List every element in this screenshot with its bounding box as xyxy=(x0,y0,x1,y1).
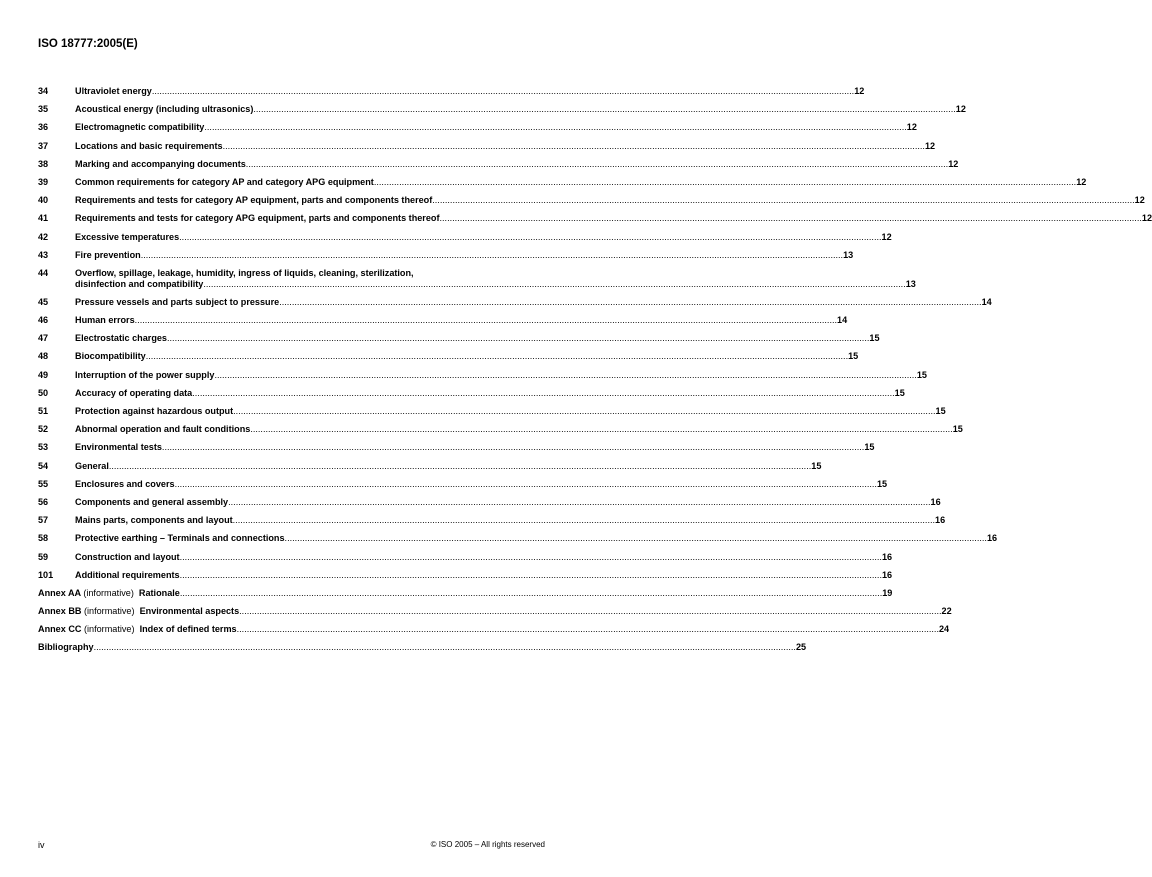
entry-title: Index of defined terms xyxy=(139,624,237,635)
toc-entry-54[interactable] xyxy=(38,460,822,479)
entry-number: 59 xyxy=(38,551,49,562)
dot-leader xyxy=(94,642,796,653)
entry-title: Environmental aspects xyxy=(139,606,240,617)
entry-page: 13 xyxy=(843,249,854,260)
entry-number: 57 xyxy=(38,515,49,526)
entry-page: 15 xyxy=(916,369,927,380)
dot-leader xyxy=(135,315,837,326)
entry-title: Enclosures and covers xyxy=(75,478,175,489)
annex-id: Annex BB xyxy=(38,606,82,617)
toc-annex-bb[interactable] xyxy=(38,606,952,624)
entry-title: Electromagnetic compatibility xyxy=(75,122,205,133)
entry-title: Human errors xyxy=(75,315,135,326)
toc-entry-36[interactable] xyxy=(38,122,917,140)
dot-leader xyxy=(233,515,935,526)
toc-entry-42[interactable] xyxy=(38,231,892,250)
entry-page: 15 xyxy=(935,406,946,416)
annex-id: Annex AA xyxy=(38,587,81,598)
entry-page: 19 xyxy=(882,587,893,598)
entry-number: 46 xyxy=(38,315,49,326)
entry-page: 15 xyxy=(894,387,905,398)
dot-leader xyxy=(432,195,1134,206)
entry-number: 45 xyxy=(38,296,49,307)
toc-entry-40[interactable] xyxy=(38,195,1145,213)
document-header: ISO 18777:2005(E) xyxy=(38,38,138,50)
dot-leader xyxy=(167,333,869,344)
entry-page: 12 xyxy=(924,140,936,151)
entry-page: 15 xyxy=(952,424,963,435)
entry-number: 48 xyxy=(38,351,49,362)
entry-number: 37 xyxy=(38,140,49,151)
entry-title: Electrostatic charges xyxy=(75,333,167,344)
entry-title: Marking and accompanying documents xyxy=(75,158,246,169)
dot-leader xyxy=(250,424,952,435)
entry-page: 24 xyxy=(939,624,950,635)
annex-label xyxy=(38,588,139,599)
dot-leader xyxy=(152,86,854,97)
entry-page: 12 xyxy=(881,231,892,242)
entry-number: 56 xyxy=(38,496,49,507)
entry-title: Locations and basic requirements xyxy=(75,140,223,151)
entry-page: 15 xyxy=(811,460,822,471)
toc-entry-47[interactable] xyxy=(38,333,880,351)
entry-number: 50 xyxy=(38,387,49,398)
entry-page: 16 xyxy=(935,515,946,526)
entry-page: 12 xyxy=(955,104,966,115)
entry-number: 43 xyxy=(38,249,49,260)
annex-type: (informative) xyxy=(83,587,134,598)
entry-number: 44 xyxy=(38,267,49,278)
dot-leader xyxy=(203,279,905,290)
entry-number: 54 xyxy=(38,460,49,471)
entry-page: 16 xyxy=(986,533,998,544)
dot-leader xyxy=(204,122,906,133)
entry-page: 16 xyxy=(930,496,941,507)
toc-entry-44[interactable] xyxy=(38,267,916,297)
toc-entry-43[interactable] xyxy=(38,249,854,268)
annex-id: Annex CC xyxy=(38,624,82,635)
entry-page: 15 xyxy=(869,333,880,344)
entry-page: 15 xyxy=(876,478,888,489)
entry-title: Rationale xyxy=(138,587,180,598)
entry-title: Biocompatibility xyxy=(75,351,146,362)
entry-page: 12 xyxy=(1141,213,1152,224)
entry-number: 51 xyxy=(38,406,49,416)
dot-leader xyxy=(233,406,935,417)
dot-leader xyxy=(179,232,881,243)
entry-page: 12 xyxy=(854,86,865,96)
entry-number: 35 xyxy=(38,104,49,115)
toc-entry-34[interactable] xyxy=(38,86,865,104)
dot-leader xyxy=(175,479,877,490)
entry-number: 47 xyxy=(38,333,49,344)
footer-copyright: © ISO 2005 – All rights reserved xyxy=(430,840,545,849)
table-of-contents xyxy=(38,86,1152,661)
toc-entry-49[interactable] xyxy=(38,369,927,388)
entry-number: 58 xyxy=(38,533,49,544)
dot-leader xyxy=(223,141,925,152)
dot-leader xyxy=(180,552,882,563)
toc-entry-46[interactable] xyxy=(38,315,848,333)
entry-page: 16 xyxy=(881,551,893,562)
toc-entry-101[interactable] xyxy=(38,569,893,588)
toc-entry-59[interactable] xyxy=(38,551,893,570)
entry-title: Abnormal operation and fault conditions xyxy=(75,424,251,435)
entry-title: Accuracy of operating data xyxy=(75,387,193,398)
toc-entry-37[interactable] xyxy=(38,140,936,159)
entry-title: Components and general assembly xyxy=(75,496,229,507)
entry-page: 12 xyxy=(948,158,959,169)
entry-page: 14 xyxy=(981,296,992,307)
annex-label xyxy=(38,624,140,635)
dot-leader xyxy=(279,297,981,308)
entry-title: Construction and layout xyxy=(75,551,180,562)
entry-title: Mains parts, components and layout xyxy=(75,515,233,526)
toc-entry-55[interactable] xyxy=(38,478,888,497)
dot-leader xyxy=(192,388,894,399)
entry-title: Bibliography xyxy=(38,642,94,653)
entry-number: 101 xyxy=(38,569,54,580)
dot-leader xyxy=(253,104,955,115)
dot-leader xyxy=(141,250,843,261)
entry-page: 13 xyxy=(905,278,916,289)
entry-number: 38 xyxy=(38,158,49,169)
toc-entry-53[interactable] xyxy=(38,442,875,460)
toc-entry-39[interactable] xyxy=(38,176,1087,195)
toc-entry-50[interactable] xyxy=(38,387,905,406)
toc-entry-38[interactable] xyxy=(38,158,959,177)
entry-title: Excessive temperatures xyxy=(75,231,180,242)
entry-number: 53 xyxy=(38,442,49,453)
entry-page: 15 xyxy=(848,351,859,362)
entry-title: Common requirements for category AP and category APG equipment xyxy=(75,176,374,187)
annex-type: (informative) xyxy=(83,606,135,617)
dot-leader xyxy=(440,213,1142,224)
entry-page: 16 xyxy=(881,569,893,580)
entry-title: Environmental tests xyxy=(75,442,162,453)
entry-title: Ultraviolet energy xyxy=(75,86,152,96)
dot-leader xyxy=(374,177,1076,188)
entry-title: Fire prevention xyxy=(75,249,141,260)
toc-bibliography[interactable] xyxy=(38,642,807,660)
dot-leader xyxy=(162,442,864,453)
annex-type: (informative) xyxy=(83,624,135,635)
entry-title: Protective earthing – Terminals and connections xyxy=(75,533,285,544)
entry-page: 25 xyxy=(795,642,807,653)
dot-leader xyxy=(214,370,916,381)
dot-leader xyxy=(180,588,882,599)
entry-title-continued: disinfection and compatibility xyxy=(75,278,204,289)
toc-entry-48[interactable] xyxy=(38,351,859,369)
entry-title: Pressure vessels and parts subject to pressure xyxy=(75,296,280,307)
entry-title: Acoustical energy (including ultrasonics) xyxy=(75,104,254,115)
entry-number: 42 xyxy=(38,231,49,242)
dot-leader xyxy=(146,351,848,362)
entry-page: 12 xyxy=(906,122,917,133)
entry-number: 49 xyxy=(38,369,49,380)
entry-page: 14 xyxy=(837,315,848,326)
toc-entry-45[interactable] xyxy=(38,296,992,315)
dot-leader xyxy=(285,533,987,544)
dot-leader xyxy=(180,570,882,581)
toc-annex-cc[interactable] xyxy=(38,624,950,642)
toc-entry-52[interactable] xyxy=(38,424,963,442)
dot-leader xyxy=(228,497,930,508)
toc-annex-aa[interactable] xyxy=(38,587,893,606)
dot-leader xyxy=(239,606,941,617)
entry-title: Requirements and tests for category APG equipment, parts and components thereof xyxy=(75,213,440,224)
dot-leader xyxy=(109,461,811,472)
entry-number: 55 xyxy=(38,478,49,489)
entry-number: 52 xyxy=(38,424,49,435)
annex-label xyxy=(38,606,140,617)
entry-title: Additional requirements xyxy=(75,569,180,580)
toc-entry-58[interactable] xyxy=(38,533,998,551)
toc-entry-51[interactable] xyxy=(38,406,946,424)
entry-title: General xyxy=(75,460,109,471)
entry-title: Interruption of the power supply xyxy=(75,369,215,380)
entry-number: 40 xyxy=(38,195,49,206)
entry-page: 15 xyxy=(864,442,875,453)
toc-entry-35[interactable] xyxy=(38,104,966,122)
toc-entry-57[interactable] xyxy=(38,515,946,533)
footer-page-number: iv xyxy=(38,840,45,850)
dot-leader xyxy=(237,624,939,635)
dot-leader xyxy=(246,159,948,170)
entry-title: Protection against hazardous output xyxy=(75,406,234,416)
entry-number: 36 xyxy=(38,122,49,133)
toc-entry-41[interactable] xyxy=(38,213,1152,231)
entry-number: 34 xyxy=(38,86,49,96)
entry-number: 39 xyxy=(38,176,49,187)
entry-title: Overflow, spillage, leakage, humidity, ingress of liquids, cleaning, sterilization, xyxy=(75,267,414,278)
entry-page: 12 xyxy=(1076,176,1087,187)
entry-page: 12 xyxy=(1134,195,1145,206)
entry-number: 41 xyxy=(38,213,49,224)
entry-page: 22 xyxy=(941,606,952,617)
entry-title: Requirements and tests for category AP equipment, parts and components thereof xyxy=(75,195,433,206)
toc-entry-56[interactable] xyxy=(38,496,941,515)
